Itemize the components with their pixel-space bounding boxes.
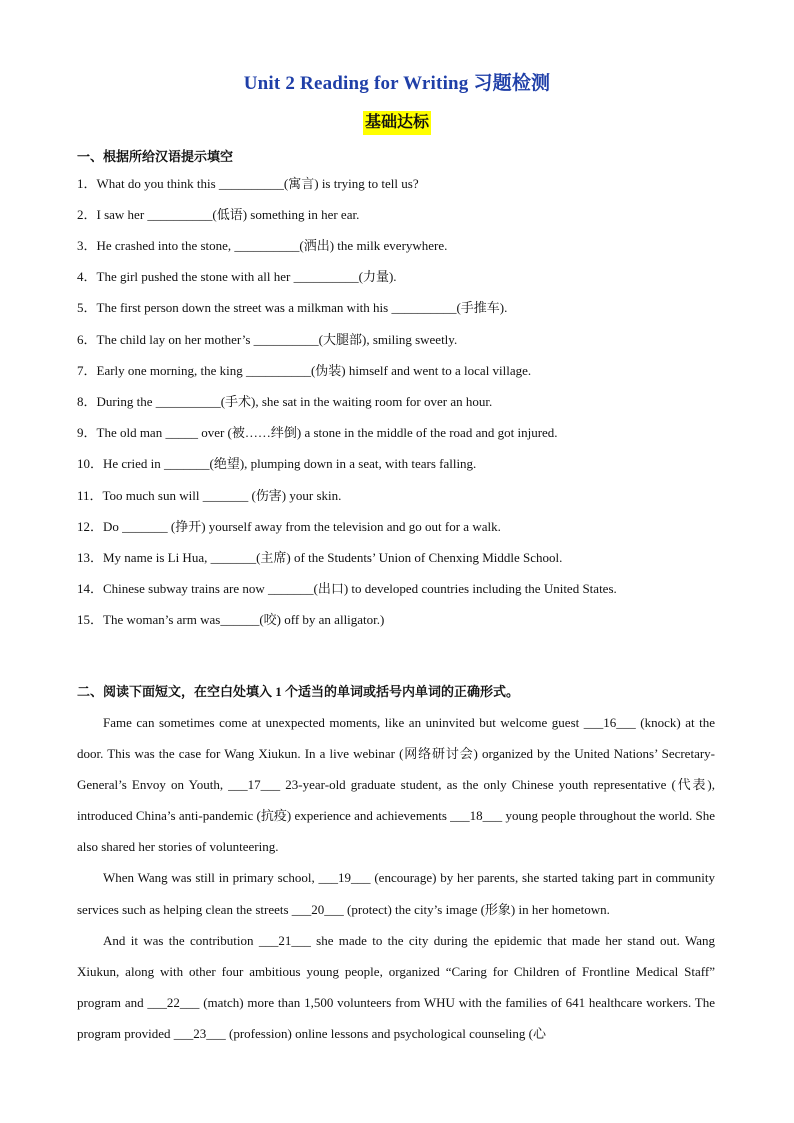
question-7: 7．Early one morning, the king __________(伪装) himself and went to a local village.	[77, 363, 532, 378]
reading-passage	[77, 707, 715, 1049]
question-11: 11．Too much sun will _______ (伤害) your skin.	[77, 488, 342, 503]
section-1-heading: 一、根据所给汉语提示填空	[77, 149, 234, 164]
question-9: 9．The old man _____ over (被……绊倒) a stone in the middle of the road and got injured.	[77, 425, 558, 440]
question-15: 15．The woman’s arm was______(咬) off by an alligator.)	[77, 612, 385, 627]
question-13: 13．My name is Li Hua, _______(主席) of the Students’ Union of Chenxing Middle School.	[77, 550, 563, 565]
question-1: 1．What do you think this __________(寓言) is trying to tell us?	[77, 176, 419, 191]
page-title: Unit 2 Reading for Writing 习题检测	[243, 73, 551, 94]
question-6: 6．The child lay on her mother’s __________(大腿部), smiling sweetly.	[77, 332, 458, 347]
question-2: 2．I saw her __________(低语) something in her ear.	[77, 207, 360, 222]
question-8: 8．During the __________(手术), she sat in the waiting room for over an hour.	[77, 394, 493, 409]
passage-paragraph-1: Fame can sometimes come at unexpected moments, like an uninvited but welcome guest ___16___ (knock) at the door. This was the case for Wang Xiukun. In a live webinar (网络研讨会) organized by the United Nations’ Secretary-General’s Envoy on Youth, ___17___ 23-year-old graduate student, as the only Chinese youth representative (代表), introduced China’s anti-pandemic (抗疫) experience and achievements ___18___ young people throughout the world. She also shared her stories of volunteering.	[77, 715, 715, 855]
question-4: 4．The girl pushed the stone with all her __________(力量).	[77, 269, 397, 284]
question-5: 5．The first person down the street was a milkman with his __________(手推车).	[77, 300, 508, 315]
subtitle-wrap	[0, 111, 794, 135]
section-2-heading: 二、阅读下面短文，在空白处填入 1 个适当的单词或括号内单词的正确形式。	[77, 684, 520, 699]
question-10: 10．He cried in _______(绝望), plumping down in a seat, with tears falling.	[77, 456, 477, 471]
question-12: 12．Do _______ (挣开) yourself away from the television and go out for a walk.	[77, 519, 501, 534]
question-14: 14．Chinese subway trains are now _______(出口) to developed countries including the United States.	[77, 581, 617, 596]
passage-paragraph-3: And it was the contribution ___21___ she made to the city during the epidemic that made her stand out. Wang Xiukun, along with other four ambitious young people, organized “Caring for Children of Frontline Medical Staff” program and ___22___ (match) more than 1,500 volunteers from WHU with the families of 641 healthcare workers. The program provided ___23___ (profession) online lessons and psychological counseling (心	[77, 932, 715, 1041]
passage-paragraph-2: When Wang was still in primary school, ___19___ (encourage) by her parents, she started taking part in community services such as helping clean the streets ___20___ (protect) the city’s image (形象) in her hometown.	[77, 870, 715, 917]
page-subtitle: 基础达标	[363, 111, 431, 135]
question-3: 3．He crashed into the stone, __________(洒出) the milk everywhere.	[77, 238, 448, 253]
